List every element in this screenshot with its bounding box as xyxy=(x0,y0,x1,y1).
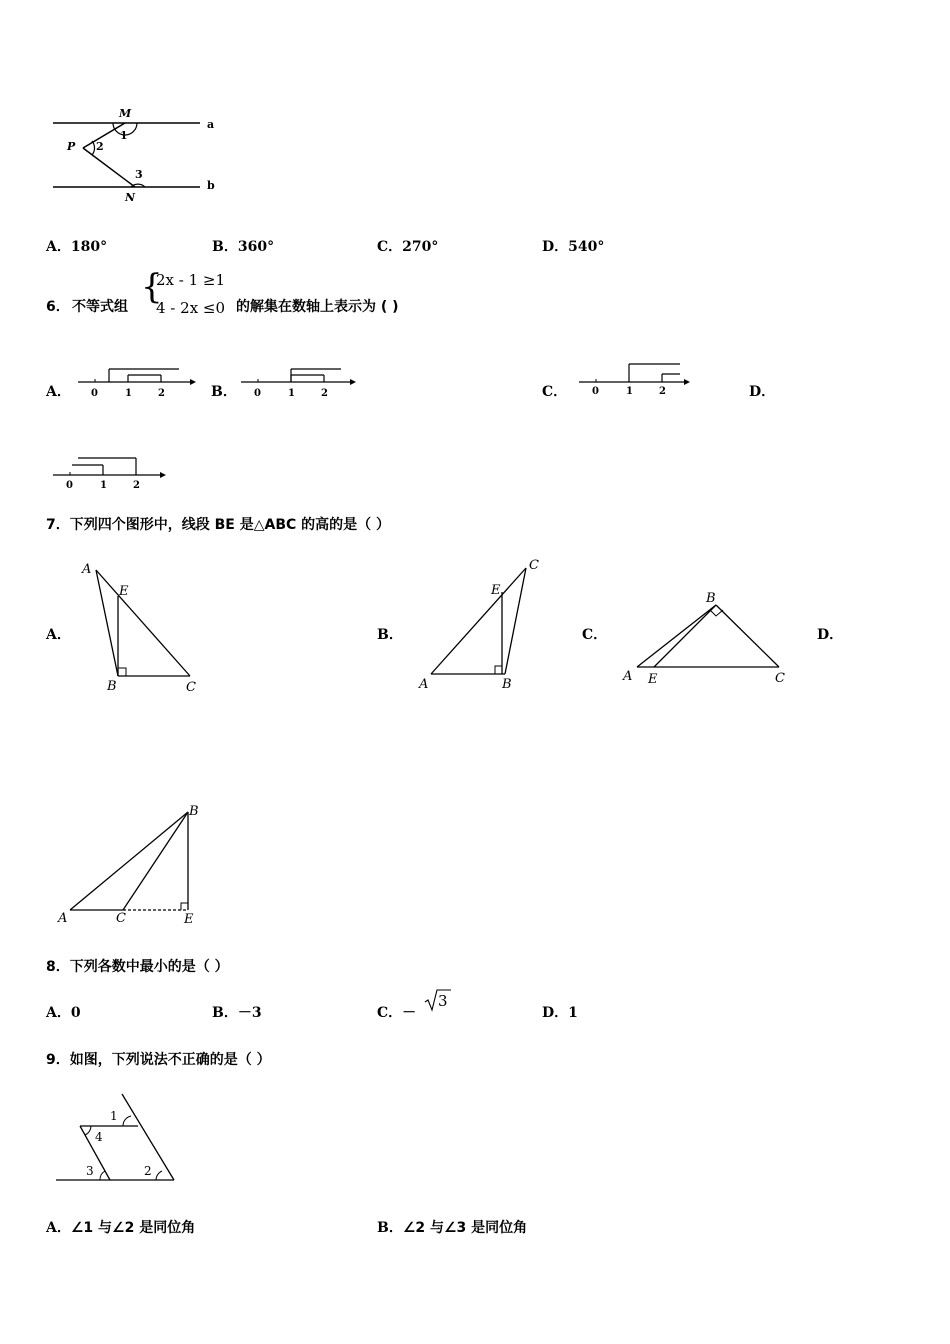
q6-question-prefix: 不等式组 xyxy=(72,299,128,315)
option-text: ∠2 与∠3 是同位角 xyxy=(402,1220,528,1236)
label-n: N xyxy=(125,191,136,204)
vertex-a: A xyxy=(419,677,429,692)
q6-option-b-letter[interactable]: B． xyxy=(211,384,237,400)
q6-number-line-c[interactable] xyxy=(576,360,701,400)
q7-option-b-letter[interactable]: B． xyxy=(377,627,403,643)
angle-label-1: 1 xyxy=(110,1109,118,1123)
inequality-1: 2x - 1 ≥1 xyxy=(156,271,226,289)
q9-option-b[interactable] xyxy=(377,1217,527,1237)
tick-2: 2 xyxy=(158,388,165,399)
sqrt-symbol xyxy=(423,988,453,1016)
label-a: a xyxy=(207,118,215,131)
vertex-b: B xyxy=(706,591,716,606)
option-letter: C． xyxy=(377,239,403,255)
q5-option-a[interactable] xyxy=(46,236,107,256)
q5-option-b[interactable] xyxy=(212,236,274,256)
option-text: 1 xyxy=(568,1005,578,1021)
option-text: 540° xyxy=(568,239,605,255)
q7-triangle-a[interactable] xyxy=(78,558,208,698)
tick-1: 1 xyxy=(626,386,633,397)
q7-triangle-d[interactable] xyxy=(55,800,215,930)
vertex-c: C xyxy=(775,671,785,686)
option-letter: B． xyxy=(212,1005,238,1021)
option-letter: B． xyxy=(377,1220,403,1236)
vertex-a: A xyxy=(623,669,633,684)
option-letter: A． xyxy=(46,1220,71,1236)
q6-option-a-letter[interactable]: A． xyxy=(46,384,71,400)
angle-label-4: 4 xyxy=(95,1130,103,1144)
inequality-2: 4 - 2x ≤0 xyxy=(156,299,226,317)
label-2: 2 xyxy=(96,140,104,153)
angle-label-3: 3 xyxy=(86,1164,94,1178)
option-text: 360° xyxy=(237,239,275,255)
q8-option-d[interactable] xyxy=(542,1002,578,1022)
q5-parallel-lines-figure xyxy=(45,105,245,205)
tick-0: 0 xyxy=(91,388,98,399)
vertex-e: E xyxy=(119,584,129,599)
q8-option-b[interactable] xyxy=(212,1002,262,1022)
option-text: － xyxy=(402,1005,417,1021)
label-1: 1 xyxy=(120,129,128,142)
q7-option-d-letter[interactable]: D． xyxy=(817,627,844,643)
q9-question: 9．如图，下列说法不正确的是（ ） xyxy=(46,1052,271,1068)
q6-question-suffix: 的解集在数轴上表示为 ( ) xyxy=(236,299,399,315)
tick-0: 0 xyxy=(66,480,73,491)
q7-option-a-letter[interactable]: A． xyxy=(46,627,71,643)
label-b: b xyxy=(207,179,215,192)
q7-option-c-letter[interactable]: C． xyxy=(582,627,608,643)
q8-option-c[interactable] xyxy=(377,1002,416,1022)
option-text: －3 xyxy=(237,1005,262,1021)
q9-option-a[interactable] xyxy=(46,1217,195,1237)
tick-0: 0 xyxy=(254,388,261,399)
option-letter: C． xyxy=(377,1005,403,1021)
q6-number-line-d[interactable] xyxy=(50,454,175,494)
q6-number-line-b[interactable] xyxy=(238,362,363,402)
option-letter: B． xyxy=(212,239,238,255)
sqrt-radicand: 3 xyxy=(438,992,448,1010)
vertex-e: E xyxy=(648,672,658,687)
vertex-e: E xyxy=(491,583,501,598)
vertex-b: B xyxy=(502,677,512,692)
vertex-b: B xyxy=(107,679,117,694)
option-text: ∠1 与∠2 是同位角 xyxy=(70,1220,196,1236)
q8-question: 8．下列各数中最小的是（ ） xyxy=(46,959,229,975)
q7-question: 7．下列四个图形中，线段 BE 是△ABC 的高的是（ ） xyxy=(46,517,391,533)
tick-1: 1 xyxy=(125,388,132,399)
q6-option-c-letter[interactable]: C． xyxy=(542,384,568,400)
q8-option-a[interactable] xyxy=(46,1002,81,1022)
q7-triangle-b[interactable] xyxy=(415,552,550,692)
vertex-c: C xyxy=(529,558,539,573)
option-letter: A． xyxy=(46,239,71,255)
option-text: 270° xyxy=(402,239,439,255)
label-p: P xyxy=(67,140,76,153)
q6-question-number: 6． xyxy=(46,299,70,315)
label-3: 3 xyxy=(135,168,143,181)
q6-number-line-a[interactable] xyxy=(75,362,200,402)
angle-label-2: 2 xyxy=(144,1164,152,1178)
tick-2: 2 xyxy=(321,388,328,399)
vertex-e: E xyxy=(184,912,194,927)
option-letter: A． xyxy=(46,1005,71,1021)
vertex-c: C xyxy=(186,680,196,695)
vertex-a: A xyxy=(58,911,68,926)
q7-triangle-c[interactable] xyxy=(620,588,800,688)
q5-option-d[interactable] xyxy=(542,236,604,256)
option-text: 0 xyxy=(70,1005,81,1021)
q5-option-c[interactable] xyxy=(377,236,438,256)
tick-2: 2 xyxy=(659,386,666,397)
vertex-c: C xyxy=(116,911,126,926)
tick-0: 0 xyxy=(592,386,599,397)
option-letter: D． xyxy=(542,239,569,255)
tick-1: 1 xyxy=(100,480,107,491)
option-letter: D． xyxy=(542,1005,569,1021)
tick-1: 1 xyxy=(288,388,295,399)
vertex-a: A xyxy=(82,562,92,577)
q6-option-d-letter[interactable]: D． xyxy=(749,384,776,400)
vertex-b: B xyxy=(189,804,199,819)
option-text: 180° xyxy=(70,239,108,255)
tick-2: 2 xyxy=(133,480,140,491)
system-brace: { xyxy=(141,267,163,307)
label-m: M xyxy=(119,107,132,120)
q9-parallelogram-figure xyxy=(50,1088,190,1198)
